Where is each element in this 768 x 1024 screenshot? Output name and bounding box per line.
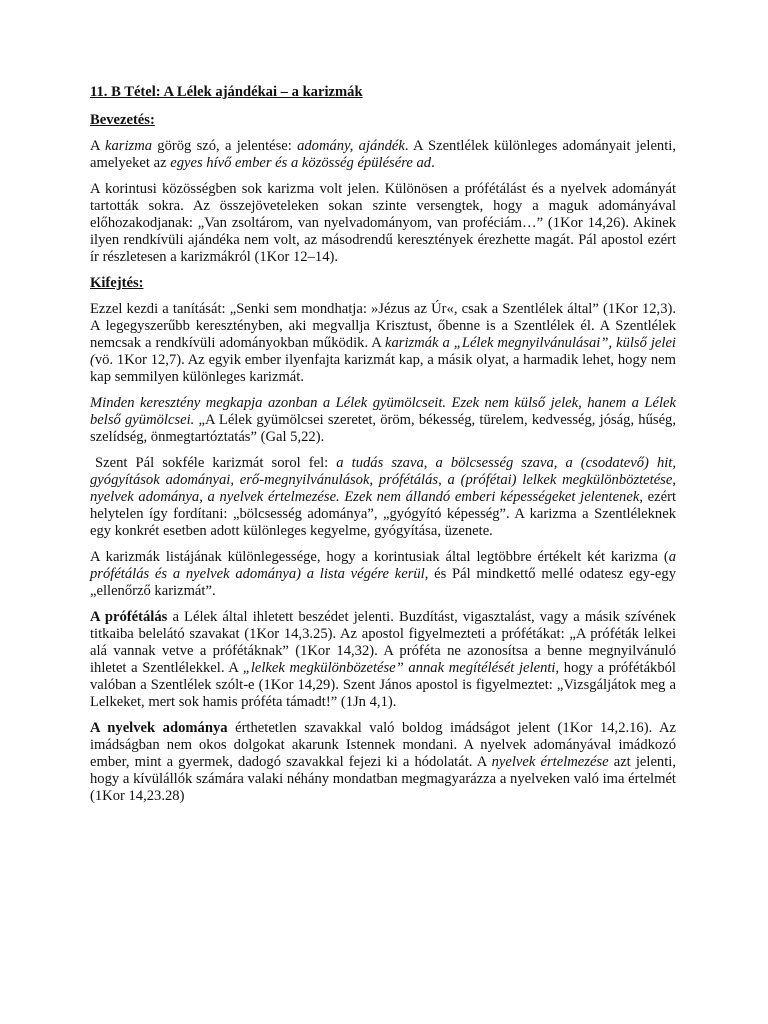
paragraph-tanitas [90, 301, 676, 386]
bold-run: A nyelvek adománya [90, 720, 228, 736]
paragraph-kulonlegesseg [90, 549, 676, 600]
italic-run: adomány, ajándék [297, 138, 405, 154]
text-run: A karizmák listájának különlegessége, hogy a korintusiak által legtöbbre értékelt két karizma ( [90, 549, 669, 565]
text-run: Szent Pál sokféle karizmát sorol fel: [95, 455, 337, 471]
text-run: , hogy a prófétákból valóban a Szentlélek szólt-e (1Kor 14,29). Szent János apostol is figyelmeztet: „Vizsgáljátok meg a Lelkeket, mert sok hamis próféta támadt!” (1Jn 4,1). [90, 660, 676, 710]
italic-run: egyes hívő ember és a közösség épülésére ad [170, 155, 432, 171]
italic-run: karizmák a „Lélek megnyilvánulásai”, külső jelei ( [90, 335, 676, 368]
paragraph-nyelvek-adomanya [90, 720, 676, 805]
text-run: . [431, 155, 435, 171]
intro-heading: Bevezetés: [90, 112, 155, 128]
text-run: , és Pál mindkettő mellé odatesz egy-egy „ellenőrző karizmát”. [90, 566, 676, 599]
text-run: a Lélek által ihletett beszédet jelenti. Buzdítást, vigasztalást, vagy a másik szívének titkaiba belelátó szavakat (1Kor 14,3.25). Az apostol figyelmezteti a prófétákat: „A próféták lelkei alá vannak vetve a prófétáknak” (1Kor 14,32). A próféta ne azonosítsa a benne megnyilvánuló ihletet a Szentlélekkel. A [90, 609, 676, 676]
text-run: érthetetlen szavakkal való boldog imádságot jelent (1Kor 14,2.16). Az imádságban nem okos dolgokat akarunk Istennek mondani. A nyelvek adományával imádkozó ember, mint a gyermek, dadogó szavakkal fejezi ki a hódolatát. A [90, 720, 676, 770]
text-run: Ezzel kezdi a tanítását: „Senki sem mondhatja: »Jézus az Úr«, csak a Szentlélek által” (1Kor 12,3). A legegyszerűbb keresztényben, aki megvallja Krisztust, őbenne is a Szentlélek él. A Szentlélek nemcsak a rendkívüli adományokban működik. A [90, 301, 676, 351]
italic-run: nyelvek értelmezése [491, 754, 609, 770]
body-heading: Kifejtés: [90, 275, 144, 291]
text-run: görög szó, a jelentése: [152, 138, 298, 154]
paragraph-karizma-definition [90, 138, 676, 172]
document-title: 11. B Tétel: A Lélek ajándékai – a karizmák [90, 84, 363, 100]
text-run: azt jelenti, hogy a kívülállók számára valaki néhány mondatban megmagyarázza a nyelveken való ima értelmét (1Kor 14,23.28) [90, 754, 676, 804]
paragraph-karizmak-listaja [90, 455, 676, 540]
italic-run: a prófétálás és a nyelvek adománya) a lista végére kerül [90, 549, 676, 582]
italic-run: a tudás szava, a bölcsesség szava, a (csodatevő) hit, gyógyítások adományai, erő-megnyilvánulások, prófétálás, a (prófétai) lelkek megkülönböztetése, nyelvek adománya, a nyelvek értelmezése. Ezek nem állandó emberi képességeket jelentenek [90, 455, 676, 505]
paragraph-korinthus: A korintusi közösségben sok karizma volt jelen. Különösen a prófétálást és a nyelvek adományát tartották sokra. Az összejöveteleken sokan szinte versengtek, hogy a maguk adományával előhozakodjanak: „Van zsoltárom, van nyelvadományom, van proféciám…” (1Kor 14,26). Akinek ilyen rendkívüli ajándéka nem volt, az másodrendű keresztények érezhette magát. Pál apostol ezért ír részletesen a karizmákról (1Kor 12–14). [90, 181, 676, 265]
text-run: A [90, 138, 105, 154]
paragraph-profetalas [90, 609, 676, 711]
italic-run: Minden keresztény megkapja azonban a Lélek gyümölcseit. Ezek nem külső jelek, hanem a Lélek belső gyümölcsei. [90, 395, 676, 428]
paragraph-gyumolcsok [90, 395, 676, 446]
italic-run: „lelkek megkülönbözetése” annak megítélését jelenti [242, 660, 556, 676]
text-run: , ezért helytelen így fordítani: „bölcsesség adománya”, „gyógyító képesség”. A karizma a Szentléleknek egy konkrét esetben adott különleges kegyelme, gyógyítása, üzenete. [90, 489, 676, 539]
text-run: . A Szentlélek különleges adományait jelenti, amelyeket az [90, 138, 676, 171]
text-run: vö. 1Kor 12,7). Az egyik ember ilyenfajta karizmát kap, a másik olyat, a harmadik lehet, hogy nem kap semmilyen különleges karizmát. [90, 352, 676, 385]
italic-run: karizma [105, 138, 153, 154]
text-run: „A Lélek gyümölcsei szeretet, öröm, békesség, türelem, kedvesség, jóság, hűség, szelídség, önmegtartóztatás” (Gal 5,22). [90, 412, 676, 445]
document-page [90, 84, 676, 814]
bold-run: A prófétálás [90, 609, 168, 625]
